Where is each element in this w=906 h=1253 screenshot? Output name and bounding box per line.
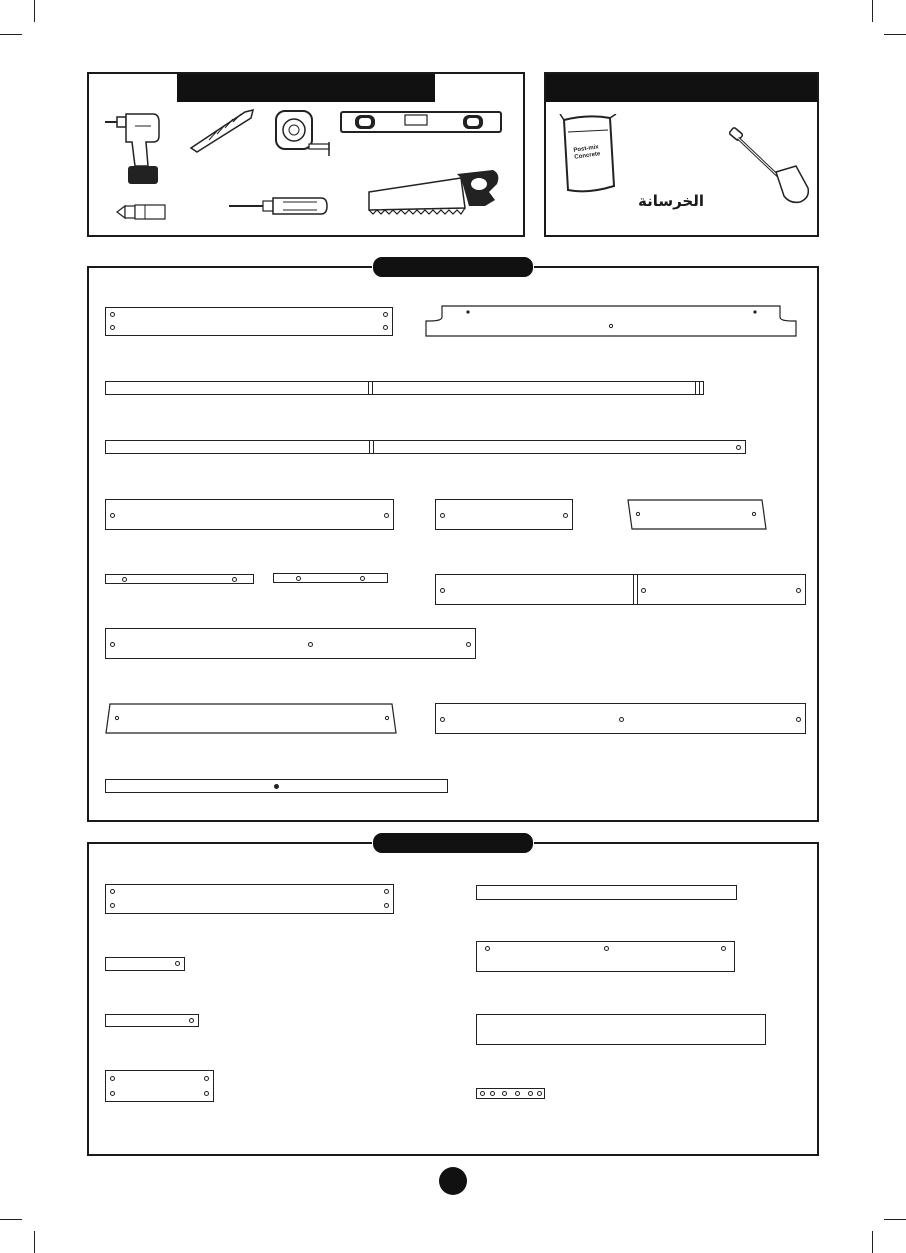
board-part <box>105 499 394 530</box>
drill-bit-icon <box>187 106 259 154</box>
angled-board-part <box>104 702 400 736</box>
crop-mark <box>884 1219 906 1220</box>
split-board-part <box>435 574 806 605</box>
screw-hole <box>110 325 115 330</box>
small-panel-part <box>105 1070 214 1102</box>
screw-hole <box>110 642 115 647</box>
screw-hole <box>502 1091 507 1096</box>
page-number-dot <box>439 1167 467 1195</box>
screw-hole <box>110 312 115 317</box>
joint-seam <box>633 574 638 605</box>
screw-hole <box>110 889 115 894</box>
screw-hole <box>721 946 726 951</box>
board-part <box>476 1014 766 1045</box>
long-rail-part <box>105 779 448 793</box>
parts-panel-secondary-tab <box>372 832 534 854</box>
spirit-level-icon <box>339 108 507 138</box>
screw-hole <box>383 312 388 317</box>
drill-icon <box>101 108 171 188</box>
screw-hole <box>537 1091 542 1096</box>
crop-mark <box>0 34 22 35</box>
screw-hole <box>110 513 115 518</box>
screw-hole <box>736 445 741 450</box>
screw-hole <box>480 1091 485 1096</box>
screw-hole <box>189 1018 194 1023</box>
screw-hole <box>122 577 127 582</box>
wide-board-part <box>105 628 476 659</box>
screw-hole <box>308 642 313 647</box>
screw-hole <box>384 513 389 518</box>
board-part <box>435 499 573 530</box>
notched-beam-part <box>424 305 800 339</box>
tape-measure-icon <box>273 108 333 162</box>
tools-panel <box>87 72 525 237</box>
hand-saw-icon <box>365 166 503 218</box>
screw-hole <box>796 588 801 593</box>
parts-panel-main-tab <box>372 256 534 278</box>
wide-board-part <box>435 703 806 734</box>
screw-hole <box>110 1076 115 1081</box>
panel-part <box>105 307 393 336</box>
screw-hole <box>204 1076 209 1081</box>
screw-hole <box>110 903 115 908</box>
screw-hole <box>641 588 646 593</box>
screw-hole <box>110 1091 115 1096</box>
screw-hole <box>440 717 445 722</box>
angled-board-part <box>624 498 768 532</box>
screw-hole <box>490 1091 495 1096</box>
crop-mark <box>34 1231 35 1253</box>
screw-hole <box>175 961 180 966</box>
slat-part <box>273 573 388 583</box>
screw-hole <box>796 717 801 722</box>
screw-hole <box>384 889 389 894</box>
screw-hole <box>604 946 609 951</box>
long-rail-part <box>105 440 746 454</box>
screw-hole <box>274 784 279 789</box>
tools-header-bar <box>177 74 435 102</box>
crop-mark <box>884 34 906 35</box>
materials-panel <box>544 72 819 237</box>
shovel-icon <box>726 126 812 210</box>
driver-bit-icon <box>115 201 169 223</box>
parts-panel-main <box>87 266 819 822</box>
joint-seam <box>695 381 700 395</box>
crop-mark <box>872 0 873 22</box>
screw-hole <box>440 588 445 593</box>
bracket-part <box>476 1088 545 1099</box>
crop-mark <box>872 1231 873 1253</box>
bag-label-line1: Post-mix <box>573 144 600 154</box>
screw-hole <box>485 946 490 951</box>
screwdriver-icon <box>225 192 329 220</box>
joint-seam <box>369 440 374 454</box>
screw-hole <box>563 513 568 518</box>
slat-part <box>105 574 254 584</box>
crop-mark <box>0 1219 22 1220</box>
screw-hole <box>619 717 624 722</box>
screw-hole <box>296 576 301 581</box>
short-slat-part <box>105 957 185 971</box>
screw-hole <box>204 1091 209 1096</box>
bag-label-line2: Concrete <box>574 151 601 161</box>
crop-mark <box>34 0 35 22</box>
screw-hole <box>360 576 365 581</box>
screw-hole <box>466 642 471 647</box>
screw-hole <box>383 325 388 330</box>
screw-hole <box>515 1091 520 1096</box>
screw-hole <box>528 1091 533 1096</box>
concrete-label: الخرسانة <box>637 192 704 210</box>
joint-seam <box>368 381 373 395</box>
materials-header-bar <box>546 74 817 102</box>
screw-hole <box>232 577 237 582</box>
slat-part <box>476 885 737 900</box>
screw-hole <box>440 513 445 518</box>
short-slat-part <box>105 1014 199 1027</box>
screw-hole <box>384 903 389 908</box>
panel-part <box>105 884 394 914</box>
board-part <box>476 941 735 972</box>
long-rail-part <box>105 381 704 395</box>
